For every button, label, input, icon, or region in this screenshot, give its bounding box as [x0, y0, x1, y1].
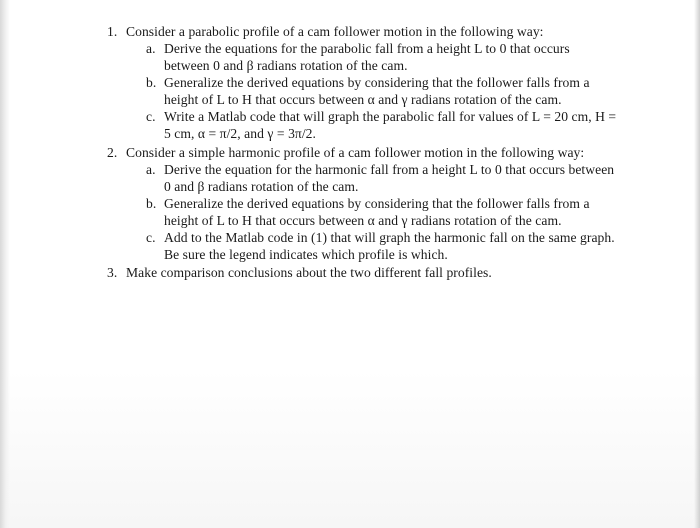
problem-2c-label: c. [146, 230, 156, 245]
problem-2-text: Consider a simple harmonic profile of a cam follower motion in the following way: [126, 145, 585, 160]
problem-2-number: 2. [107, 145, 118, 160]
problem-2c-line-1: Add to the Matlab code in (1) that will graph the harmonic fall on the same graph. [164, 230, 615, 245]
problem-1a-line-2: between 0 and β radians rotation of the cam. [164, 58, 408, 73]
problem-1c-label: c. [146, 109, 156, 124]
problem-2a-line-1: Derive the equation for the harmonic fall from a height L to 0 that occurs between [164, 162, 615, 177]
problem-2a-label: a. [146, 162, 156, 177]
problem-1-number: 1. [107, 24, 118, 39]
problem-2a-line-2: 0 and β radians rotation of the cam. [164, 179, 359, 194]
problem-1a-line-1: Derive the equations for the parabolic fall from a height L to 0 that occurs [164, 41, 570, 56]
problem-1b-line-2: height of L to H that occurs between α and γ radians rotation of the cam. [164, 92, 562, 107]
problem-1b-line-1: Generalize the derived equations by considering that the follower falls from a [164, 75, 590, 90]
problem-1b-label: b. [146, 75, 157, 90]
problem-2b-line-2: height of L to H that occurs between α and γ radians rotation of the cam. [164, 213, 562, 228]
problem-1a-label: a. [146, 41, 156, 56]
problem-3-text: Make comparison conclusions about the two different fall profiles. [126, 265, 492, 280]
problem-1-text: Consider a parabolic profile of a cam follower motion in the following way: [126, 24, 544, 39]
problem-1c-line-2: 5 cm, α = π/2, and γ = 3π/2. [164, 126, 316, 141]
page-right-shadow [694, 0, 700, 528]
problem-3-number: 3. [107, 265, 118, 280]
problem-2b-label: b. [146, 196, 157, 211]
page-left-shadow [0, 0, 10, 528]
problem-1c-line-1: Write a Matlab code that will graph the parabolic fall for values of L = 20 cm, H = [164, 109, 617, 124]
problem-2b-line-1: Generalize the derived equations by considering that the follower falls from a [164, 196, 590, 211]
problem-2c-line-2: Be sure the legend indicates which profile is which. [164, 247, 448, 262]
